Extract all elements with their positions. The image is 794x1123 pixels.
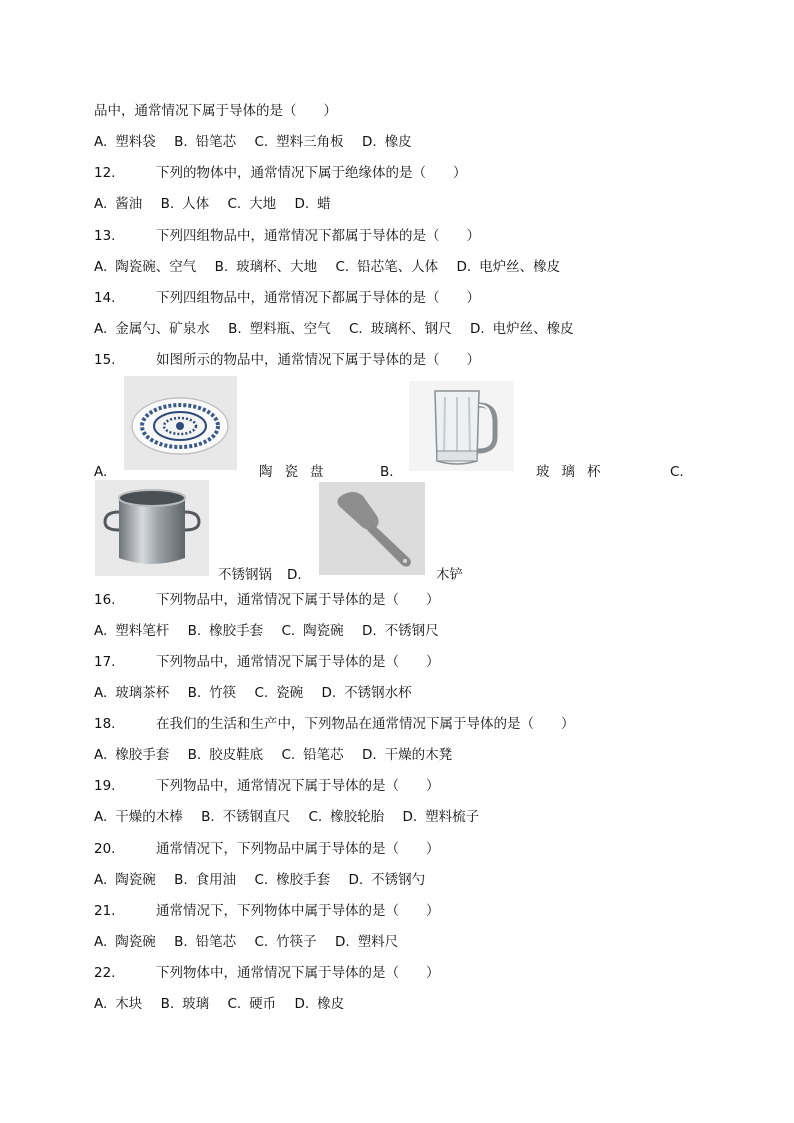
option-b: B. 胶皮鞋底: [187, 747, 264, 763]
question-11-options: [94, 132, 426, 152]
question-21-options: [94, 932, 412, 952]
option-d: D. 塑料梳子: [402, 809, 480, 825]
option-c: C. 橡胶轮胎: [308, 809, 385, 825]
option-b: B. 塑料瓶、空气: [228, 321, 331, 337]
option-a: A. 玻璃茶杯: [94, 685, 170, 701]
question-number: 13.: [94, 228, 116, 244]
question-number: 18.: [94, 716, 116, 732]
option-b: B. 竹筷: [187, 685, 237, 701]
option-a: A. 金属勺、矿泉水: [94, 321, 210, 337]
option-c: C. 硬币: [227, 996, 277, 1012]
option-d-caption: 木铲: [436, 567, 463, 583]
question-stem-text: 下列物品中，通常情况下属于导体的是（ ）: [156, 778, 440, 794]
wooden-spatula-image: [319, 482, 425, 575]
question-22-stem: [94, 963, 440, 983]
question-stem-text: 下列的物体中，通常情况下属于绝缘体的是（ ）: [156, 165, 467, 181]
question-stem-text: 如图所示的物品中，通常情况下属于导体的是（ ）: [156, 352, 480, 368]
option-c-label: C.: [670, 464, 684, 480]
question-15-stem: [94, 350, 480, 370]
question-17-options: [94, 683, 426, 703]
option-c: C. 瓷碗: [254, 685, 304, 701]
option-c: C. 塑料三角板: [254, 134, 344, 150]
option-b: B. 铅笔芯: [174, 934, 237, 950]
question-12-options: [94, 194, 345, 214]
question-stem-text: 下列四组物品中，通常情况下都属于导体的是（ ）: [156, 290, 480, 306]
question-17-stem: [94, 652, 440, 672]
option-c: C. 大地: [227, 196, 277, 212]
question-stem-text: 下列四组物品中，通常情况下都属于导体的是（ ）: [156, 228, 480, 244]
question-21-stem: [94, 901, 440, 921]
question-number: 19.: [94, 778, 116, 794]
question-18-options: [94, 745, 466, 765]
question-stem-text: 下列物品中，通常情况下属于导体的是（ ）: [156, 592, 440, 608]
question-stem-text: 通常情况下，下列物品中属于导体的是（ ）: [156, 841, 440, 857]
question-stem-text: 通常情况下，下列物体中属于导体的是（ ）: [156, 903, 440, 919]
option-d: D. 不锈钢勺: [348, 872, 426, 888]
question-number: 14.: [94, 290, 116, 306]
glass-mug-image: [409, 381, 514, 471]
option-b: B. 铅笔芯: [174, 134, 237, 150]
option-a: A. 塑料袋: [94, 134, 156, 150]
question-13-options: [94, 257, 574, 277]
question-stem-text: 下列物体中，通常情况下属于导体的是（ ）: [156, 965, 440, 981]
option-c: C. 铅笔芯: [281, 747, 344, 763]
question-stem-text: 品中，通常情况下属于导体的是（ ）: [94, 103, 337, 119]
question-16-options: [94, 621, 453, 641]
option-a: A. 木块: [94, 996, 143, 1012]
option-d: D. 蜡: [294, 196, 331, 212]
question-stem-text: 下列物品中，通常情况下属于导体的是（ ）: [156, 654, 440, 670]
option-a-caption: 陶瓷盘: [259, 464, 336, 480]
question-number: 16.: [94, 592, 116, 608]
option-d: D. 橡皮: [294, 996, 345, 1012]
option-b: B. 食用油: [174, 872, 237, 888]
question-stem-text: 在我们的生活和生产中，下列物品在通常情况下属于导体的是（ ）: [156, 716, 575, 732]
option-a: A. 塑料笔杆: [94, 623, 170, 639]
option-d: D. 电炉丝、橡皮: [469, 321, 574, 337]
option-a: A. 酱油: [94, 196, 143, 212]
question-14-options: [94, 319, 588, 339]
question-19-options: [94, 807, 493, 827]
option-c-caption: 不锈钢锅: [218, 567, 272, 583]
option-d: D. 不锈钢水杯: [321, 685, 412, 701]
option-d: D. 干燥的木凳: [361, 747, 453, 763]
option-a: A. 陶瓷碗、空气: [94, 259, 197, 275]
option-b: B. 橡胶手套: [187, 623, 264, 639]
option-d-label: D.: [287, 567, 302, 583]
stainless-pot-image: [95, 480, 209, 576]
option-b-label: B.: [380, 464, 394, 480]
option-c: C. 陶瓷碗: [281, 623, 344, 639]
question-16-stem: [94, 590, 440, 610]
question-number: 17.: [94, 654, 116, 670]
question-number: 15.: [94, 352, 116, 368]
ceramic-plate-image: [124, 376, 237, 470]
question-12-stem: [94, 163, 467, 183]
option-a: A. 橡胶手套: [94, 747, 170, 763]
option-b: B. 玻璃: [160, 996, 210, 1012]
option-d: D. 电炉丝、橡皮: [456, 259, 561, 275]
option-d: D. 塑料尺: [334, 934, 399, 950]
question-22-options: [94, 994, 358, 1014]
option-a: A. 干燥的木棒: [94, 809, 183, 825]
question-number: 22.: [94, 965, 116, 981]
question-20-stem: [94, 839, 440, 859]
option-b: B. 人体: [160, 196, 210, 212]
question-14-stem: [94, 288, 480, 308]
option-d: D. 不锈钢尺: [361, 623, 439, 639]
option-c: C. 橡胶手套: [254, 872, 331, 888]
option-c: C. 玻璃杯、钢尺: [348, 321, 452, 337]
option-a: A. 陶瓷碗: [94, 934, 156, 950]
option-c: C. 铅芯笔、人体: [335, 259, 439, 275]
question-18-stem: [94, 714, 575, 734]
option-b: B. 不锈钢直尺: [201, 809, 291, 825]
question-number: 21.: [94, 903, 116, 919]
option-d: D. 橡皮: [361, 134, 412, 150]
option-c: C. 竹筷子: [254, 934, 317, 950]
option-a-label: A.: [94, 464, 108, 480]
question-number: 12.: [94, 165, 116, 181]
question-number: 20.: [94, 841, 116, 857]
question-13-stem: [94, 226, 480, 246]
question-19-stem: [94, 776, 440, 796]
option-b: B. 玻璃杯、大地: [214, 259, 318, 275]
question-20-options: [94, 870, 439, 890]
option-b-caption: 玻璃杯: [536, 464, 613, 480]
option-a: A. 陶瓷碗: [94, 872, 156, 888]
question-11-stem: [94, 101, 337, 121]
